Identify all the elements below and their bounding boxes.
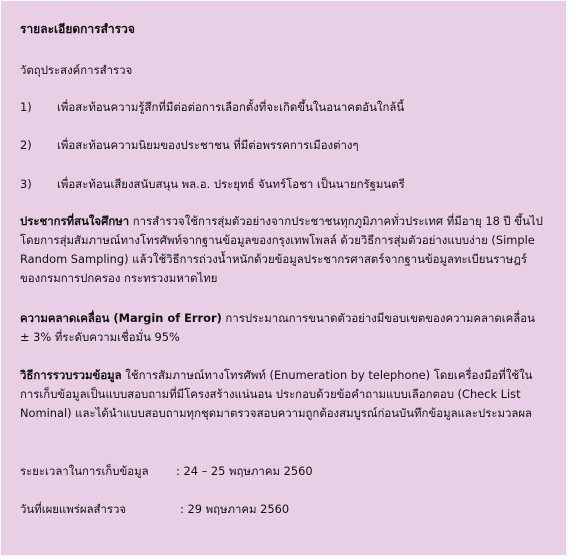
method-text: ใช้การสัมภาษณ์ทางโทรศัพท์ (Enumeration by telephone) โดยเครื่องมือที่ใช้ในการเก็บข้อมูลเป็นแบบสอบถามที่มีโครงสร้างแน่นอน ประกอบด้วยข้อคำถามแบบเลือกตอบ (Check List Nominal) และได้นำแบบสอบถามทุกชุดมาตรวจสอบความถูกต้องสมบูรณ์ก่อนบันทึกข้อมูลและประมวลผล xyxy=(20,368,533,420)
method-label: วิธีการรวบรวมข้อมูล xyxy=(20,368,122,382)
page-title: รายละเอียดการสำรวจ xyxy=(20,22,135,36)
population-label: ประชากรที่สนใจศึกษา xyxy=(20,214,130,228)
publish-date-label: วันที่เผยแพร่ผลสำรวจ xyxy=(20,502,127,516)
population-text: การสำรวจใช้การสุ่มตัวอย่างจากประชาชนทุกภูมิภาคทั่วประเทศ ที่มีอายุ 18 ปี ขึ้นไป โดยการสุ่มสัมภาษณ์ทางโทรศัพท์จากฐานข้อมูลของกรุงเทพโพลล์ ด้วยวิธีการสุ่มตัวอย่างแบบง่าย (Simple Random Sampling) แล้วใช้วิธีการถ่วงน้ำหนักด้วยข้อมูลประชากรศาสตร์จากฐานข้อมูลทะเบียนราษฎร์ของกรมการปกครอง กระทรวงมหาดไทย xyxy=(20,214,543,285)
objective-item xyxy=(20,98,544,117)
population-paragraph xyxy=(20,212,544,288)
method-paragraph xyxy=(20,366,544,423)
objective-item xyxy=(20,175,544,194)
objective-text: เพื่อสะท้อนความนิยมของประชาชน ที่มีต่อพรรคการเมืองต่างๆ xyxy=(57,138,359,152)
objective-number: 2) xyxy=(20,138,32,152)
margin-of-error-text: การประมาณการขนาดตัวอย่างมีขอบเขตของความคลาดเคลื่อน ± 3% ที่ระดับความเชื่อมั่น 95% xyxy=(20,311,535,344)
objective-number: 1) xyxy=(20,100,32,114)
objective-item xyxy=(20,136,544,155)
collection-period-label: ระยะเวลาในการเก็บข้อมูล xyxy=(20,464,149,478)
objective-text: เพื่อสะท้อนเสียงสนับสนุน พล.อ. ประยุทธ์ จันทร์โอชา เป็นนายกรัฐมนตรี xyxy=(57,177,405,191)
publish-date-value: : 29 พฤษภาคม 2560 xyxy=(180,502,290,516)
margin-of-error-label: ความคลาดเคลื่อน (Margin of Error) xyxy=(20,311,222,325)
objective-text: เพื่อสะท้อนความรู้สึกที่มีต่อต่อการเลือกตั้งที่จะเกิดขึ้นในอนาคตอันใกล้นี้ xyxy=(57,100,405,114)
survey-details-panel xyxy=(1,1,566,555)
objectives-heading: วัตถุประสงค์การสำรวจ xyxy=(20,63,133,77)
collection-period-value: : 24 – 25 พฤษภาคม 2560 xyxy=(176,464,313,478)
objective-number: 3) xyxy=(20,177,32,191)
publish-date-row xyxy=(20,500,544,519)
margin-of-error-paragraph xyxy=(20,309,544,347)
collection-period-row xyxy=(20,462,544,481)
